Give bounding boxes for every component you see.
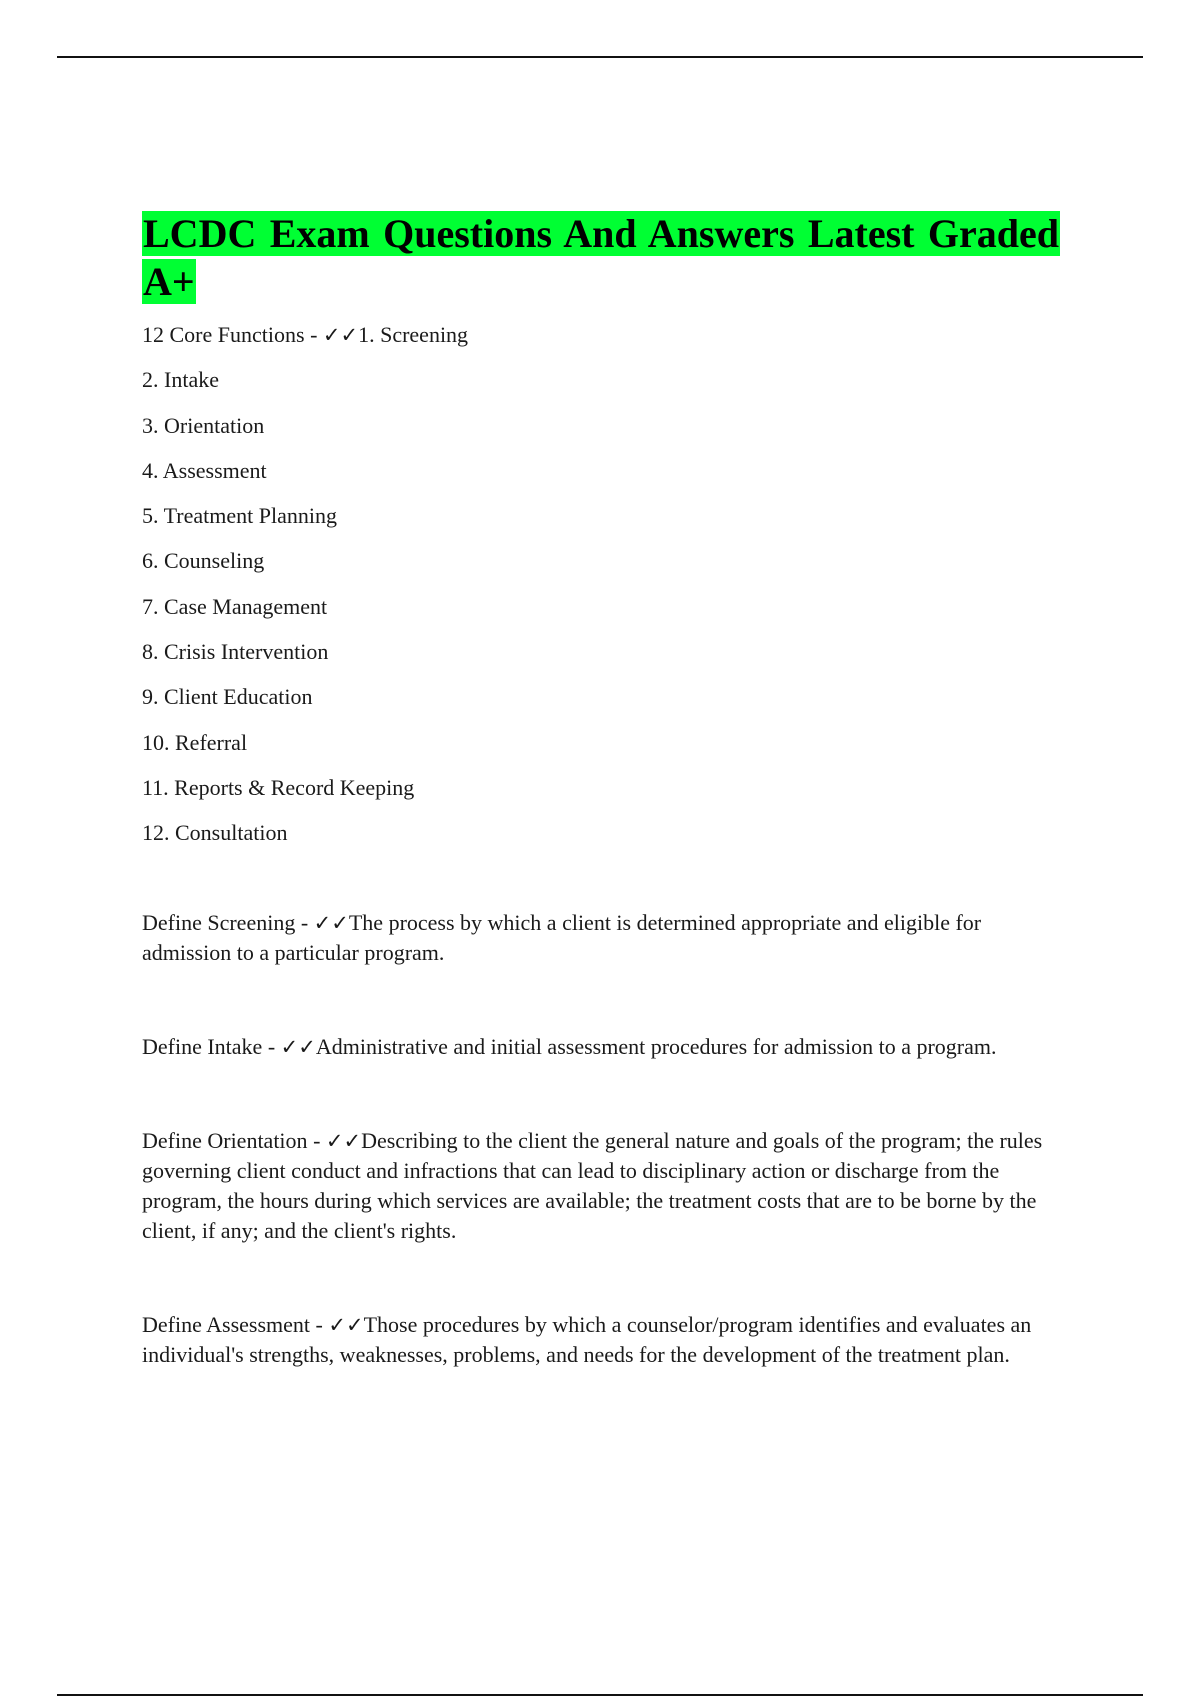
answer-text: The process by which a client is determined appropriate and eligible for admission to a particular program. (142, 910, 982, 966)
core-functions-list (142, 322, 1060, 846)
document-title (142, 210, 1060, 306)
question-term: Define Orientation (142, 1128, 308, 1154)
check-icon: ✓✓ (322, 323, 359, 347)
list-item: 3. Orientation (142, 412, 265, 438)
document-body (142, 210, 1060, 1370)
separator: - (307, 1128, 326, 1154)
separator: - (304, 322, 323, 347)
page-bottom-rule (57, 1694, 1143, 1696)
list-item: 2. Intake (142, 367, 219, 393)
answer-text: Describing to the client the general nature and goals of the program; the rules governing client conduct and infractions that can lead to disciplinary action or discharge from the program, the hours during which services are available; the treatment costs that are to be borne by the client, if any; and the client's rights. (142, 1128, 1043, 1244)
answer-text: Administrative and initial assessment procedures for admission to a program. (315, 1034, 997, 1060)
check-icon: ✓✓ (313, 911, 349, 936)
core-functions-question (142, 322, 1060, 348)
separator: - (262, 1034, 281, 1060)
separator: - (310, 1312, 329, 1338)
list-item: 12. Consultation (142, 820, 288, 846)
definition-intake (142, 1032, 1060, 1062)
question-term: Define Screening (142, 910, 296, 936)
check-icon: ✓✓ (328, 1313, 364, 1338)
list-item: 5. Treatment Planning (142, 503, 337, 529)
answer-text: Those procedures by which a counselor/program identifies and evaluates an individual's strengths, weaknesses, problems, and needs for the development of the treatment plan. (142, 1312, 1032, 1368)
list-item: 1. Screening (358, 322, 469, 347)
list-item: 6. Counseling (142, 548, 265, 574)
question-term: Define Assessment (142, 1312, 311, 1338)
question-term: 12 Core Functions (142, 322, 305, 347)
list-item: 4. Assessment (142, 457, 267, 483)
definition-screening (142, 908, 1060, 968)
check-icon: ✓✓ (325, 1129, 362, 1154)
check-icon: ✓✓ (280, 1035, 316, 1060)
list-item: 11. Reports & Record Keeping (142, 774, 415, 800)
title-highlight: LCDC Exam Questions And Answers Latest Graded A+ (143, 211, 1059, 304)
list-item: 10. Referral (142, 729, 248, 755)
definition-assessment (142, 1310, 1060, 1370)
definition-orientation (142, 1126, 1060, 1246)
list-item: 7. Case Management (142, 593, 328, 619)
list-item: 8. Crisis Intervention (142, 639, 329, 665)
list-item: 9. Client Education (142, 684, 313, 710)
question-term: Define Intake (142, 1034, 263, 1060)
separator: - (295, 910, 314, 936)
page-top-rule (57, 56, 1143, 58)
